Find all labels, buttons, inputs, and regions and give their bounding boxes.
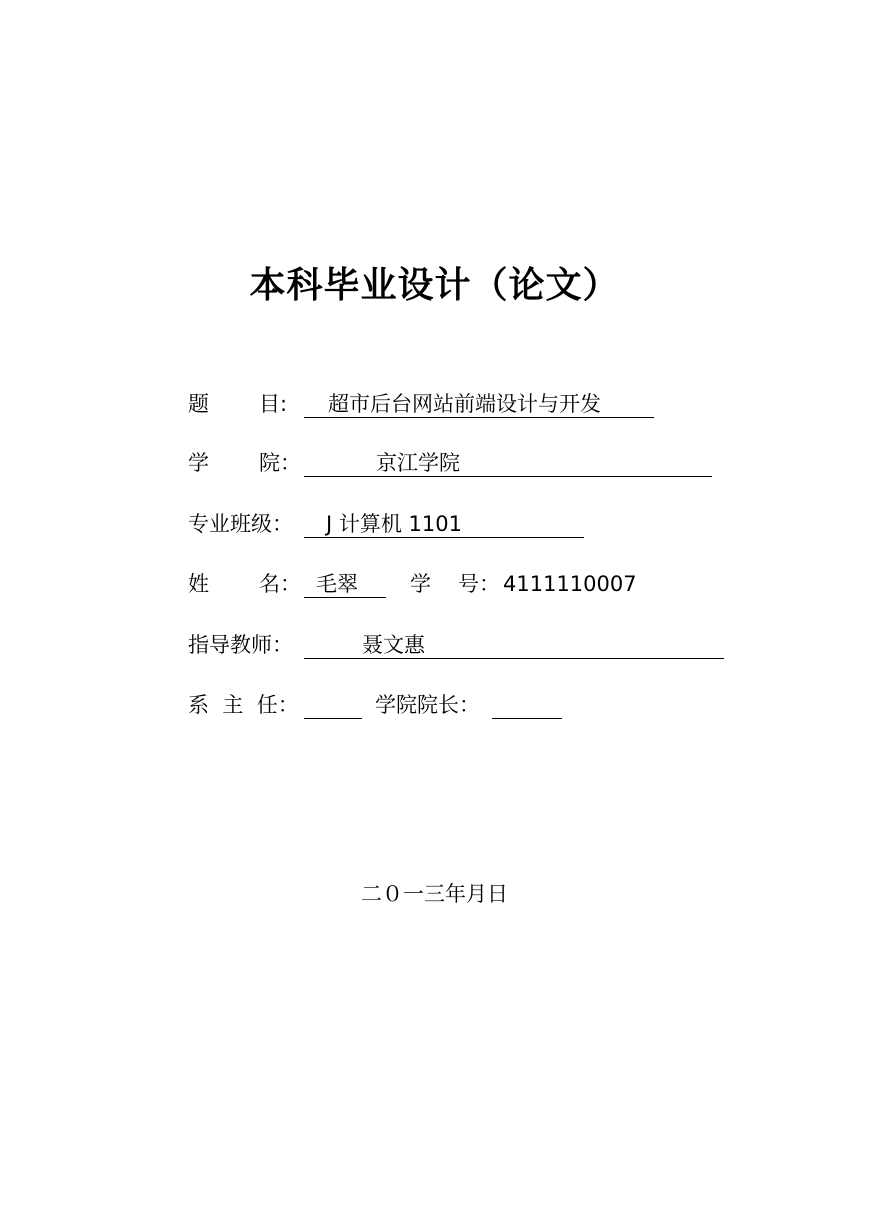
college-label-first: 学 xyxy=(188,451,209,475)
class-field xyxy=(304,509,584,538)
class-value: J 计算机 1101 xyxy=(326,512,462,536)
name-value: 毛翠 xyxy=(316,572,358,596)
dean-field xyxy=(492,690,562,719)
student-id-label-first: 学 xyxy=(410,572,431,596)
advisor-label: 指导教师： xyxy=(188,633,293,657)
topic-field xyxy=(304,389,654,418)
topic-label-second: 目: xyxy=(259,392,288,416)
dept-head-field xyxy=(304,690,362,719)
college-value: 京江学院 xyxy=(376,451,460,475)
college-field xyxy=(304,448,712,477)
student-id-label-second: 号： xyxy=(458,572,500,596)
name-label-second: 名： xyxy=(259,572,301,596)
topic-label-first: 题 xyxy=(188,392,209,416)
advisor-value: 聂文惠 xyxy=(362,633,425,657)
document-title: 本科毕业设计（论文） xyxy=(249,265,620,306)
name-field xyxy=(304,569,386,598)
class-label: 专业班级： xyxy=(188,512,293,536)
name-label-first: 姓 xyxy=(188,572,209,596)
college-label-second: 院： xyxy=(259,451,301,475)
dept-head-label: 系 主 任： xyxy=(188,693,299,717)
document-date: 二０一三年月日 xyxy=(361,882,508,906)
topic-value: 超市后台网站前端设计与开发 xyxy=(328,392,601,416)
advisor-field xyxy=(304,630,724,659)
dean-label: 学院院长： xyxy=(375,693,480,717)
student-id-value: 4111110007 xyxy=(503,572,637,596)
